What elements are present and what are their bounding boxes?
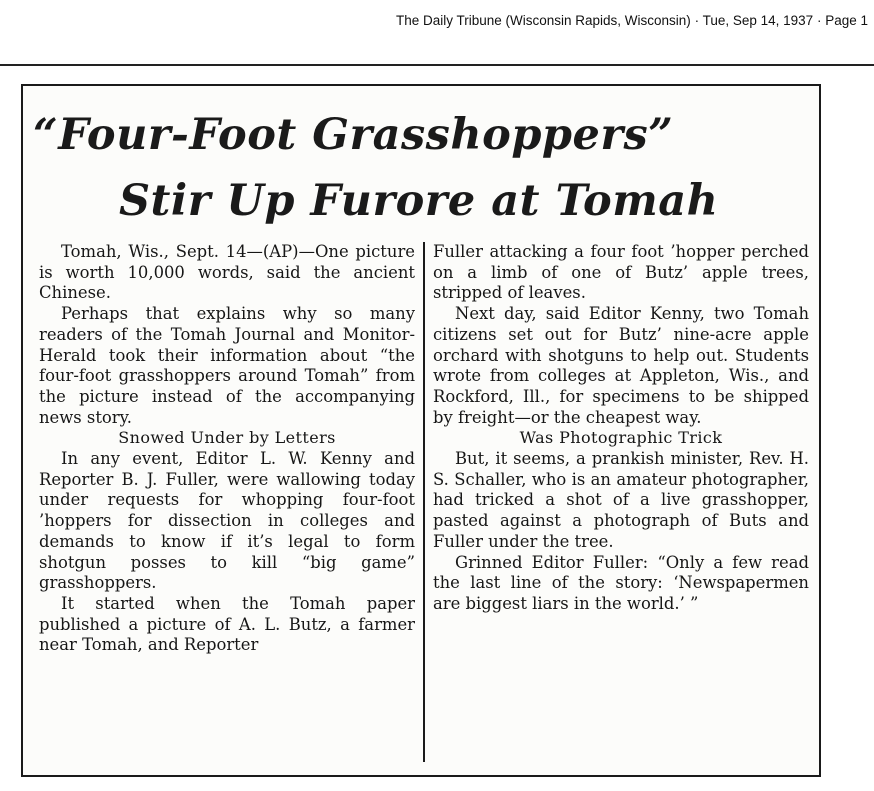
subheading: Was Photographic Trick <box>519 428 723 448</box>
paragraph: But, it seems, a prankish minister, Rev. H. S. Schaller, who is an amateur photographer, had tricked a shot of a live grasshopper, pasted against a photograph of Buts and Fuller under the tree. <box>433 449 809 551</box>
paragraph: Tomah, Wis., Sept. 14—(AP)—One picture is worth 10,000 words, said the ancient Chinese. <box>39 242 415 303</box>
paragraph: Next day, said Editor Kenny, two Tomah citizens set out for Butz’ nine-acre apple orchard with shotguns to help out. Students wrote from colleges at Appleton, Wis., and Rockford, Ill., for specimens to be shipped by freight—or the cheapest way. <box>433 304 809 427</box>
page-number: Page 1 <box>825 13 868 28</box>
paragraph: It started when the Tomah paper published a picture of A. L. Butz, a farmer near Tomah, and Reporter <box>39 593 415 655</box>
paragraph: Fuller attacking a four foot ’hopper perched on a limb of one of Butz’ apple trees, stripped of leaves. <box>433 242 809 303</box>
viewer-header <box>0 0 874 66</box>
paragraph: Perhaps that explains why so many readers of the Tomah Journal and Monitor-Herald took their information about “the four-foot grasshoppers around Tomah” from the picture instead of the accompanying news story. <box>39 304 415 427</box>
newspaper-clipping <box>21 84 821 777</box>
publication-date: Tue, Sep 14, 1937 <box>702 13 814 28</box>
subheading: Snowed Under by Letters <box>118 428 336 448</box>
left-column <box>39 242 415 656</box>
citation-line: The Daily Tribune (Wisconsin Rapids, Wisconsin) · Tue, Sep 14, 1937 · Page 1 <box>395 13 868 28</box>
headline-line-1: “Four-Foot Grasshoppers” <box>33 110 674 160</box>
right-column <box>433 242 809 615</box>
publication-name: The Daily Tribune (Wisconsin Rapids, Wisconsin) <box>395 13 691 28</box>
column-divider <box>423 242 425 762</box>
headline-line-2: Stir Up Furore at Tomah <box>119 176 719 226</box>
paragraph: In any event, Editor L. W. Kenny and Reporter B. J. Fuller, were wallowing today under requests for whopping four-foot ’hoppers for dissection in colleges and demands to know if it’s legal to form shotgun posses to kill “big game” grasshoppers. <box>39 449 415 593</box>
paragraph: Grinned Editor Fuller: “Only a few read the last line of the story: ‘Newspapermen are biggest liars in the world.’ ” <box>433 552 809 613</box>
